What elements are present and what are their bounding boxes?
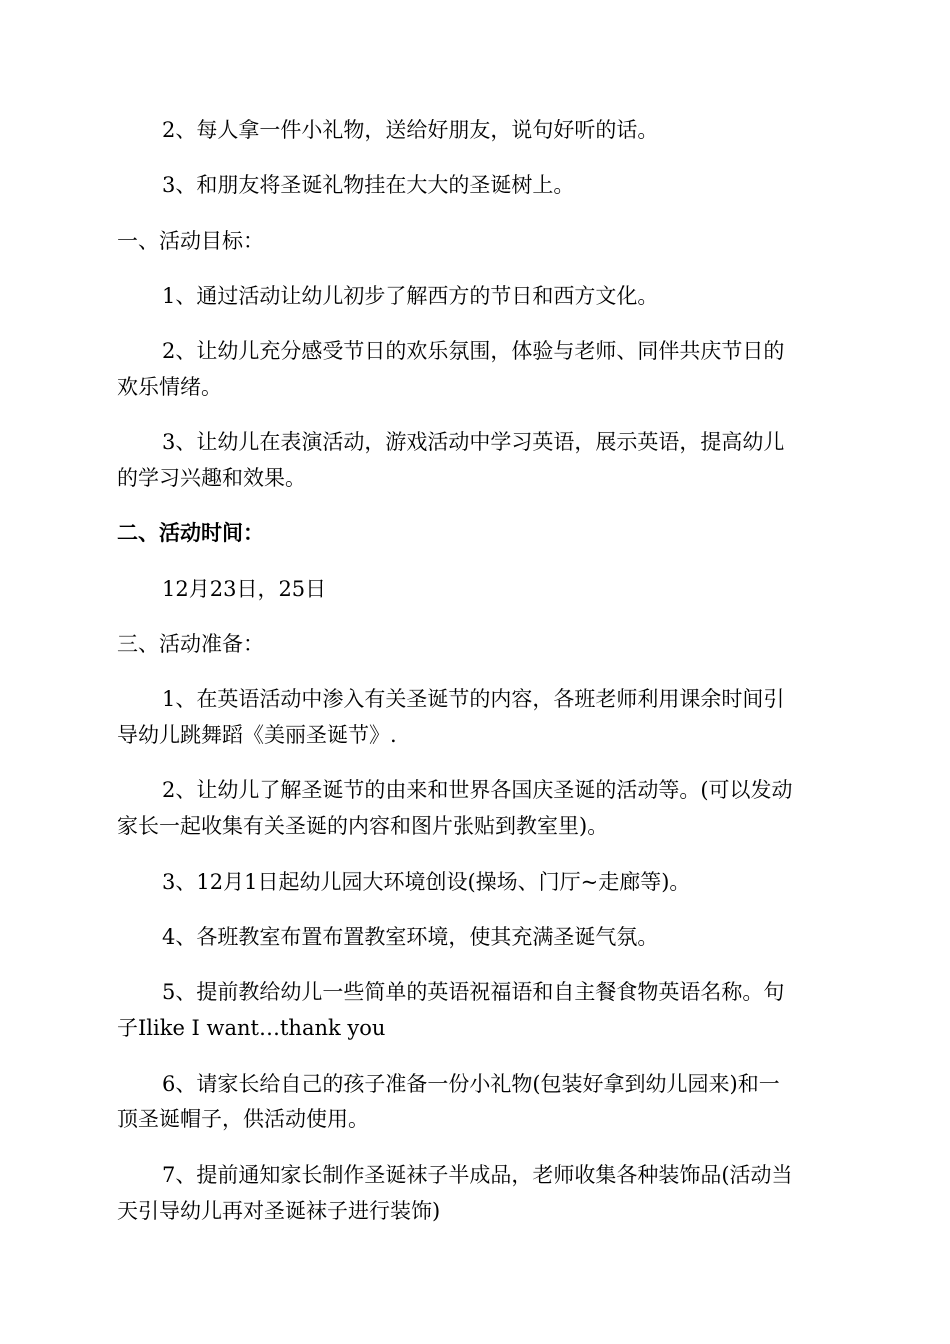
section-heading-preparation: 三、活动准备： <box>117 632 264 656</box>
prep-item-5-line-2: 子Ilike I want…thank you <box>117 1016 386 1040</box>
activity-date: 12月23日，25日 <box>162 577 327 601</box>
goal-item-3-line-2: 的学习兴趣和效果。 <box>117 466 306 490</box>
prep-item-7-line-2: 天引导幼儿再对圣诞袜子进行装饰) <box>117 1199 441 1223</box>
intro-item-3: 3、和朋友将圣诞礼物挂在大大的圣诞树上。 <box>162 173 575 197</box>
prep-item-1-line-1: 1、在英语活动中渗入有关圣诞节的内容，各班老师利用课余时间引 <box>162 687 785 711</box>
prep-item-6-line-2: 顶圣诞帽子，供活动使用。 <box>117 1107 369 1131</box>
prep-item-1-line-2: 导幼儿跳舞蹈《美丽圣诞节》. <box>117 723 397 747</box>
prep-item-4: 4、各班教室布置布置教室环境，使其充满圣诞气氛。 <box>162 925 659 949</box>
goal-item-2-line-1: 2、让幼儿充分感受节日的欢乐氛围，体验与老师、同伴共庆节日的 <box>162 339 785 363</box>
intro-item-2: 2、每人拿一件小礼物，送给好朋友，说句好听的话。 <box>162 118 659 142</box>
section-heading-goals: 一、活动目标： <box>117 229 264 253</box>
prep-item-2-line-1: 2、让幼儿了解圣诞节的由来和世界各国庆圣诞的活动等。(可以发动 <box>162 778 793 802</box>
prep-item-3: 3、12月1日起幼儿园大环境创设(操场、门厅~走廊等)。 <box>162 870 691 894</box>
prep-item-7-line-1: 7、提前通知家长制作圣诞袜子半成品，老师收集各种装饰品(活动当 <box>162 1163 793 1187</box>
goal-item-3-line-1: 3、让幼儿在表演活动，游戏活动中学习英语，展示英语，提高幼儿 <box>162 430 785 454</box>
prep-item-5-line-1: 5、提前教给幼儿一些简单的英语祝福语和自主餐食物英语名称。句 <box>162 980 785 1004</box>
prep-item-6-line-1: 6、请家长给自己的孩子准备一份小礼物(包装好拿到幼儿园来)和一 <box>162 1072 780 1096</box>
section-heading-time: 二、活动时间： <box>117 521 264 545</box>
goal-item-1: 1、通过活动让幼儿初步了解西方的节日和西方文化。 <box>162 284 659 308</box>
prep-item-2-line-2: 家长一起收集有关圣诞的内容和图片张贴到教室里)。 <box>117 814 609 838</box>
goal-item-2-line-2: 欢乐情绪。 <box>117 375 222 399</box>
